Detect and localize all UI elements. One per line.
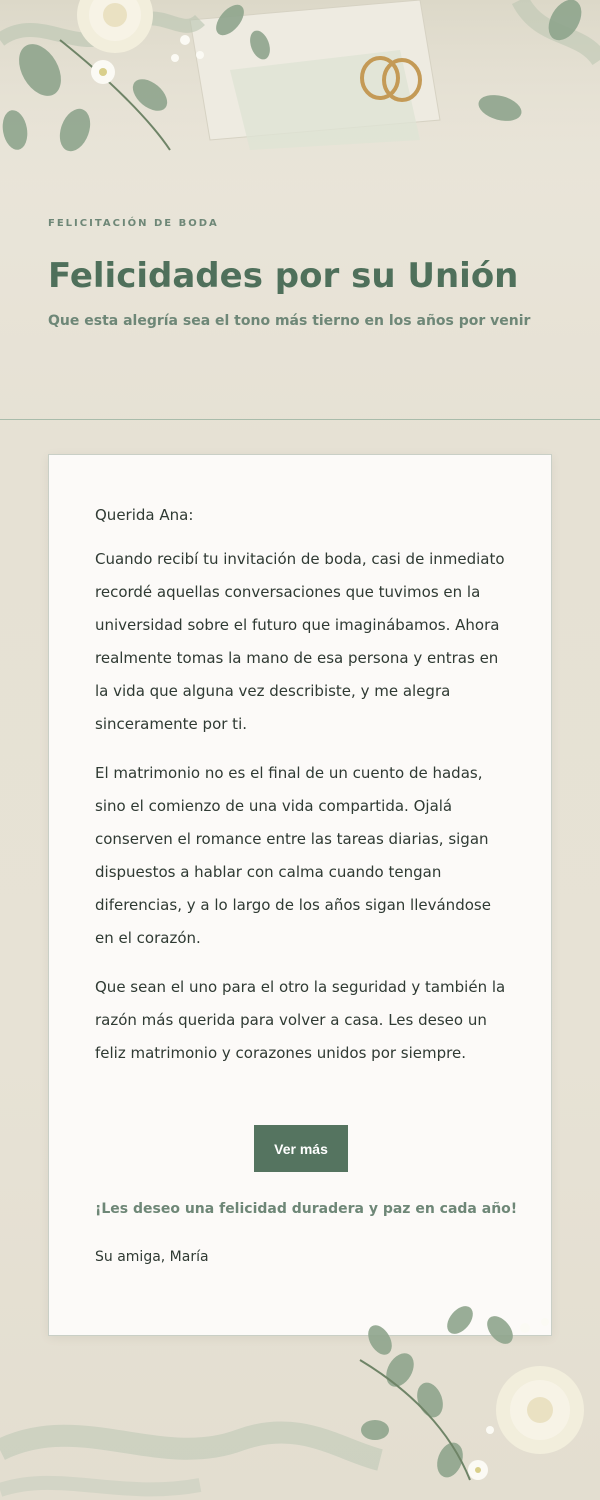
hero-header bbox=[48, 218, 568, 329]
closing-wish: ¡Les deseo una felicidad duradera y paz en cada año! bbox=[95, 1201, 518, 1217]
page-title: Felicidades por su Unión bbox=[48, 256, 519, 296]
eyebrow-label: FELICITACIÓN DE BODA bbox=[48, 218, 219, 229]
see-more-button[interactable]: Ver más bbox=[254, 1125, 348, 1172]
silk-ribbon-icon bbox=[0, 1432, 380, 1460]
signature: Su amiga, María bbox=[95, 1249, 209, 1265]
silk-ribbon-icon bbox=[0, 18, 200, 40]
button-row bbox=[49, 1125, 553, 1172]
letter-paragraph: Que sean el uno para el otro la seguridad y también la razón más querida para volver a casa. Les deseo un feliz matrimonio y corazones unidos por siempre. bbox=[95, 978, 506, 1062]
letter-greeting: Querida Ana: bbox=[95, 506, 194, 524]
letter-card bbox=[48, 454, 552, 1336]
floral-header-decoration bbox=[0, 0, 600, 200]
section-divider bbox=[0, 419, 600, 420]
wedding-rings-icon bbox=[362, 58, 420, 100]
floral-bouquet-icon bbox=[468, 1318, 584, 1480]
letter-paragraph: El matrimonio no es el final de un cuento de hadas, sino el comienzo de una vida compartida. Ojalá conserven el romance entre las tareas diarias, sigan dispuestos a hablar con calma cuando tengan diferencias, y a lo largo de los años sigan llevándose en el corazón. bbox=[95, 764, 491, 947]
letter-body bbox=[95, 503, 513, 1070]
page-subtitle: Que esta alegría sea el tono más tierno en los años por venir bbox=[48, 313, 531, 329]
letter-paragraph: Cuando recibí tu invitación de boda, casi de inmediato recordé aquellas conversaciones que tuvimos en la universidad sobre el futuro que imaginábamos. Ahora realmente tomas la mano de esa persona y entras en la vida que alguna vez describiste, y me alegra sinceramente por ti. bbox=[95, 550, 505, 733]
envelope-icon bbox=[190, 0, 440, 150]
eucalyptus-leaves-icon bbox=[0, 0, 588, 155]
floral-bouquet-icon bbox=[77, 0, 204, 84]
